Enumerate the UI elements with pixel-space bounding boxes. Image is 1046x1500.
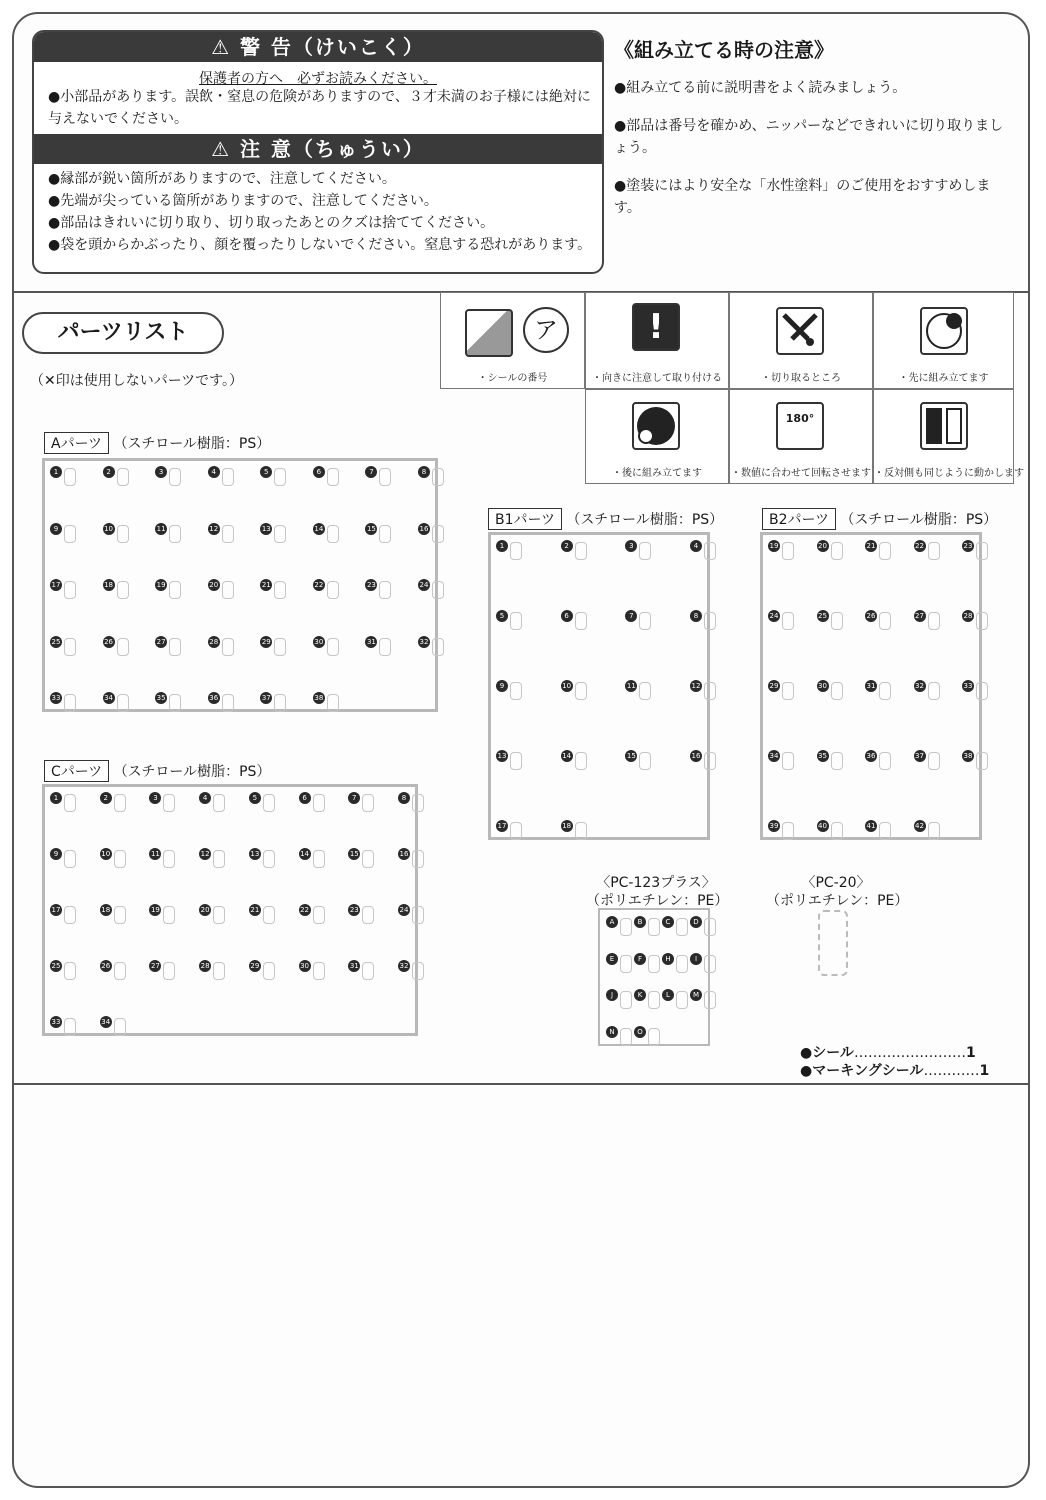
runner-c-part-shape: [313, 962, 325, 980]
runner-c-part-shape: [114, 1018, 126, 1036]
runner-c-part-shape: [313, 906, 325, 924]
runner-b2-part-shape: [782, 612, 794, 630]
runner-c-part-shape: [213, 794, 225, 812]
runner-b2-part-number: 22: [915, 542, 924, 550]
runner-b2-part-number: 27: [915, 612, 924, 620]
runner-a-part-number: 2: [103, 466, 115, 478]
runner-c-part-number: 6: [299, 792, 311, 804]
runner-b2-part-shape: [976, 682, 988, 700]
runner-a-part-number: 32: [419, 637, 429, 646]
runner-c-part-shape: [412, 850, 424, 868]
runner-c-part-number: 8: [398, 792, 410, 804]
runner-c-part-number: 2: [100, 792, 112, 804]
runner-c-part-number: 11: [150, 850, 160, 858]
runner-b1-part-shape: [510, 752, 522, 770]
runner-a-part-shape: [432, 468, 444, 486]
runner-a-part-number: 6: [313, 466, 325, 478]
runner-a-part-number: 30: [314, 637, 324, 646]
runner-b2-part-shape: [928, 682, 940, 700]
runner-b1-part-shape: [510, 612, 522, 630]
runner-c-part-number: 3: [149, 792, 161, 804]
runner-b2-part-shape: [976, 752, 988, 770]
runner-c-part-shape: [263, 850, 275, 868]
runner-b2-part-shape: [831, 682, 843, 700]
pc123-part-shape: [648, 918, 660, 936]
runner-c-part-number: 13: [250, 850, 260, 858]
pc123-part-shape: [648, 955, 660, 973]
runner-a-part-number: 37: [261, 694, 271, 702]
runner-b2-part-shape: [831, 752, 843, 770]
runner-a-part-number: 17: [51, 581, 61, 589]
runner-a-part-number: 23: [366, 581, 376, 589]
runner-c-part-number: 7: [348, 792, 360, 804]
pc123-part-number: E: [606, 953, 618, 965]
section-divider: [14, 1083, 1030, 1085]
runner-b1-part-shape: [575, 612, 587, 630]
runner-b2-part-number: 37: [915, 752, 924, 760]
runner-b1-label: B1パーツ （スチロール樹脂：PS）: [488, 508, 723, 530]
runner-b2-part-number: 24: [769, 612, 779, 620]
runner-c-part-shape: [412, 794, 424, 812]
runner-b1-part-number: 6: [561, 610, 573, 622]
runner-a-part-shape: [274, 694, 286, 712]
runner-b1-part-number: 14: [562, 752, 572, 760]
runner-a-part-shape: [274, 638, 286, 656]
runner-a-part-number: 19: [156, 581, 166, 589]
runner-a-part-number: 1: [50, 466, 62, 478]
runner-c-part-number: 10: [101, 850, 111, 858]
runner-a-part-shape: [327, 581, 339, 599]
runner-a-part-shape: [327, 525, 339, 543]
runner-c-part-number: 14: [300, 850, 310, 858]
runner-c-part-shape: [64, 1018, 76, 1036]
runner-b1-part-number: 18: [562, 822, 572, 830]
runner-c-part-shape: [213, 906, 225, 924]
runner-a-part-shape: [64, 638, 76, 656]
runner-c-part-number: 18: [101, 906, 111, 914]
pc123-part-number: A: [606, 916, 618, 928]
runner-b1-part-number: 11: [626, 682, 636, 690]
assemble-later-icon: [632, 402, 680, 450]
runner-a-part-number: 4: [208, 466, 220, 478]
runner-a-part-number: 25: [51, 637, 61, 646]
runner-b1-part-shape: [704, 682, 716, 700]
runner-c-part-number: 27: [150, 962, 160, 970]
nipper-icon: [776, 307, 824, 355]
runner-c-part-number: 34: [101, 1018, 111, 1026]
runner-a-part-number: 9: [50, 523, 62, 535]
runner-a-part-shape: [169, 694, 181, 712]
caution-item: ●先端が尖っている箇所がありますので、注意してください。: [48, 193, 438, 209]
runner-a-part-shape: [274, 525, 286, 543]
runner-a-part-number: 12: [209, 524, 219, 533]
runner-a-part-shape: [222, 638, 234, 656]
runner-c-part-shape: [362, 794, 374, 812]
runner-b2-part-number: 33: [963, 682, 973, 690]
runner-b1-part-number: 7: [625, 610, 637, 622]
runner-c-part-shape: [64, 962, 76, 980]
runner-c-part-shape: [163, 906, 175, 924]
runner-c-part-number: 19: [150, 906, 160, 914]
runner-b1-part-number: 8: [690, 610, 702, 622]
runner-c-part-number: 9: [50, 848, 62, 860]
runner-b2-part-shape: [879, 542, 891, 560]
pc123-part-shape: [648, 991, 660, 1009]
runner-b1-part-number: 16: [691, 752, 701, 760]
assembly-note: ●組み立てる前に説明書をよく読みましょう。: [614, 80, 907, 96]
runner-b1-part-shape: [704, 612, 716, 630]
runner-c-part-number: 23: [349, 906, 359, 914]
runner-b2-part-shape: [782, 752, 794, 770]
runner-b1-part-number: 9: [496, 680, 508, 692]
runner-a-part-shape: [64, 694, 76, 712]
runner-c-part-shape: [362, 850, 374, 868]
runner-b1-part-shape: [639, 752, 651, 770]
assemble-first-icon: [920, 307, 968, 355]
assembly-notes-heading: 《組み立てる時の注意》: [614, 38, 834, 62]
runner-c-part-number: 21: [250, 906, 260, 914]
legend-rotate: 180° ・数値に合わせて回転させます: [729, 389, 873, 484]
runner-a-part-shape: [274, 581, 286, 599]
runner-b1-part-shape: [575, 682, 587, 700]
runner-a-part-shape: [327, 468, 339, 486]
runner-c-part-shape: [213, 962, 225, 980]
runner-a-part-number: 35: [156, 694, 166, 702]
runner-b1-part-number: 10: [562, 682, 572, 690]
runner-a-part-number: 29: [261, 637, 271, 646]
runner-b1-part-shape: [575, 822, 587, 840]
runner-c-part-number: 1: [50, 792, 62, 804]
runner-b2-part-shape: [831, 822, 843, 840]
runner-a-part-shape: [117, 581, 129, 599]
pc123-part-number: F: [634, 953, 646, 965]
runner-a-part-number: 36: [209, 694, 219, 702]
caution-item: ●縁部が鋭い箇所がありますので、注意してください。: [48, 171, 396, 187]
runner-a-part-number: 26: [104, 637, 114, 646]
runner-b2-part-number: 41: [866, 822, 876, 830]
runner-a-part-number: 8: [418, 466, 430, 478]
caution-item: ●袋を頭からかぶったり、顔を覆ったりしないでください。窒息する恐れがあります。: [48, 237, 592, 253]
runner-c-part-number: 15: [349, 850, 359, 858]
runner-c-part-shape: [64, 906, 76, 924]
runner-c-part-shape: [114, 794, 126, 812]
pc123-part-number: O: [634, 1026, 646, 1038]
runner-c-part-number: 30: [300, 962, 310, 970]
assembly-notes: [614, 34, 1014, 235]
legend-cut: ・切り取るところ: [729, 292, 873, 389]
warning-box: [32, 30, 604, 274]
runner-a-part-shape: [117, 525, 129, 543]
runner-b2-part-number: 39: [769, 822, 779, 830]
runner-c-part-shape: [263, 794, 275, 812]
runner-a-part-number: 20: [209, 581, 219, 589]
runner-b2-part-number: 30: [818, 682, 827, 690]
runner-b2-part-shape: [879, 752, 891, 770]
runner-b2-part-shape: [928, 542, 940, 560]
runner-c-part-shape: [362, 906, 374, 924]
pc123-part-number: J: [606, 989, 618, 1001]
icon-legend: [440, 292, 1024, 484]
marking-sticker-line: ●マーキングシール…………1: [800, 1063, 990, 1079]
runner-a-part-number: 10: [104, 524, 114, 533]
runner-c-part-shape: [163, 962, 175, 980]
runner-a-part-number: 3: [155, 466, 167, 478]
runner-b2-part-shape: [831, 612, 843, 630]
runner-c-part-shape: [114, 962, 126, 980]
runner-b2-part-number: 32: [915, 682, 924, 690]
pc123-part-number: B: [634, 916, 646, 928]
runner-b1-part-shape: [510, 822, 522, 840]
runner-b2-part-number: 19: [769, 542, 779, 550]
runner-a-part-number: 27: [156, 637, 166, 646]
rotate-180-icon: 180°: [776, 402, 824, 450]
runner-b2-part-number: 23: [963, 542, 973, 550]
runner-a-part-shape: [222, 468, 234, 486]
runner-a-part-number: 7: [365, 466, 377, 478]
pc20-label: 〈PC-20〉 （ポリエチレン：PE）: [766, 875, 909, 909]
runner-a-part-shape: [327, 638, 339, 656]
runner-a-part-shape: [222, 525, 234, 543]
runner-b2-part-number: 42: [915, 822, 924, 830]
legend-assemble-later: ・後に組み立てます: [585, 389, 729, 484]
runner-a-part-shape: [169, 468, 181, 486]
runner-b2-part-shape: [879, 682, 891, 700]
runner-c-part-number: 28: [200, 962, 210, 970]
caution-item: ●部品はきれいに切り取り、切り取ったあとのクズは捨ててください。: [48, 215, 495, 231]
runner-a-part-number: 14: [314, 524, 324, 533]
runner-b1-part-shape: [639, 682, 651, 700]
pc123-part-shape: [676, 991, 688, 1009]
runner-b2-part-shape: [782, 822, 794, 840]
runner-c-part-number: 5: [249, 792, 261, 804]
runner-b1-part-number: 3: [625, 540, 637, 552]
runner-c-part-shape: [362, 962, 374, 980]
runner-c-part-number: 4: [199, 792, 211, 804]
sticker-number-icon: [465, 309, 513, 357]
legend-sticker-number: ア ・シールの番号: [440, 292, 585, 389]
runner-b1-part-number: 4: [690, 540, 702, 552]
runner-a-part-number: 16: [419, 524, 429, 533]
runner-a-part-shape: [117, 468, 129, 486]
runner-b1-part-number: 2: [561, 540, 573, 552]
runner-a-part-shape: [432, 581, 444, 599]
runner-a-part-shape: [64, 581, 76, 599]
runner-a-part-shape: [169, 581, 181, 599]
runner-c-part-shape: [114, 850, 126, 868]
runner-b2-part-shape: [879, 822, 891, 840]
parts-list-title: パーツリスト: [22, 312, 224, 354]
pc123-part-number: N: [606, 1026, 618, 1038]
runner-a-part-number: 34: [104, 694, 114, 702]
runner-c-part-shape: [163, 850, 175, 868]
runner-c-part-number: 24: [399, 906, 409, 914]
runner-a-label: Aパーツ （スチロール樹脂：PS）: [44, 432, 270, 454]
runner-b2-part-number: 40: [818, 822, 827, 830]
pc123-part-shape: [620, 955, 632, 973]
pc123-part-number: C: [662, 916, 674, 928]
legend-mirror: ・反対側も同じように動かします: [873, 389, 1014, 484]
pc123-part-number: I: [690, 953, 702, 965]
runner-b2-part-shape: [879, 612, 891, 630]
runner-a-part-shape: [117, 694, 129, 712]
runner-a-part-number: 28: [209, 637, 219, 646]
runner-b2-part-number: 38: [963, 752, 973, 760]
pc123-part-shape: [704, 991, 716, 1009]
runner-b2-part-number: 34: [769, 752, 779, 760]
runner-b2-part-number: 25: [818, 612, 827, 620]
runner-a-part-shape: [432, 638, 444, 656]
runner-b1-part-shape: [510, 682, 522, 700]
runner-a-part-shape: [169, 638, 181, 656]
assembly-note: ●塗装にはより安全な「水性塗料」のご使用をおすすめします。: [614, 178, 991, 216]
sticker-line: ●シール……………………1: [800, 1045, 976, 1061]
runner-a-part-shape: [379, 638, 391, 656]
runner-b2-part-number: 21: [866, 542, 876, 550]
runner-c-part-number: 29: [250, 962, 260, 970]
warning-subtitle: 保護者の方へ 必ずお読みください。: [199, 71, 437, 87]
runner-c-part-number: 17: [51, 906, 61, 914]
runner-c-part-shape: [114, 906, 126, 924]
runner-b2-part-number: 35: [818, 752, 827, 760]
sticker-letter-icon: ア: [523, 307, 569, 353]
runner-b2-part-shape: [782, 682, 794, 700]
runner-b1-part-number: 13: [497, 752, 507, 760]
runner-a-part-number: 31: [366, 637, 376, 646]
runner-c-part-number: 25: [51, 962, 61, 970]
runner-a-part-shape: [222, 694, 234, 712]
pc123-label: 〈PC-123プラス〉 （ポリエチレン：PE）: [586, 875, 729, 909]
runner-a-part-number: 21: [261, 581, 271, 589]
exclamation-icon: !: [632, 303, 680, 351]
runner-a-part-number: 15: [366, 524, 376, 533]
runner-b1-part-shape: [639, 612, 651, 630]
runner-a-part-number: 33: [51, 694, 61, 702]
pc123-part-shape: [620, 991, 632, 1009]
runner-c-part-shape: [213, 850, 225, 868]
pc123-part-shape: [676, 918, 688, 936]
runner-b2-part-number: 26: [866, 612, 876, 620]
runner-b1-part-shape: [639, 542, 651, 560]
assembly-note: ●部品は番号を確かめ、ニッパーなどできれいに切り取りましょう。: [614, 118, 1004, 156]
runner-b2-part-shape: [976, 542, 988, 560]
runner-b2-part-number: 29: [769, 682, 779, 690]
runner-b2-part-shape: [928, 612, 940, 630]
runner-a-part-number: 24: [419, 581, 429, 589]
legend-caution: ! ・向きに注意して取り付ける: [585, 292, 729, 389]
runner-c-label: Cパーツ （スチロール樹脂：PS）: [44, 760, 270, 782]
pc123-part-shape: [620, 1028, 632, 1046]
runner-a-part-shape: [222, 581, 234, 599]
pc123-part-shape: [704, 918, 716, 936]
runner-a-part-number: 18: [104, 581, 114, 589]
runner-b1-part-shape: [704, 542, 716, 560]
runner-c-part-shape: [313, 850, 325, 868]
runner-b2-part-number: 28: [963, 612, 973, 620]
runner-c-part-shape: [263, 906, 275, 924]
runner-b2-part-number: 31: [866, 682, 876, 690]
runner-a-part-shape: [117, 638, 129, 656]
pc123-part-number: H: [662, 953, 674, 965]
pc123-part-shape: [620, 918, 632, 936]
runner-b1-part-number: 17: [497, 822, 507, 830]
runner-a-part-shape: [169, 525, 181, 543]
pc123-part-number: K: [634, 989, 646, 1001]
pc123-part-number: M: [690, 989, 702, 1001]
runner-c-part-number: 31: [349, 962, 359, 970]
runner-c-part-shape: [412, 906, 424, 924]
pc123-part-number: D: [690, 916, 702, 928]
runner-c-part-shape: [412, 962, 424, 980]
mirror-icon: [920, 402, 968, 450]
runner-b2-part-shape: [928, 822, 940, 840]
runner-a-part-shape: [274, 468, 286, 486]
runner-b1-part-shape: [510, 542, 522, 560]
runner-c-part-number: 26: [101, 962, 111, 970]
runner-a-part-shape: [432, 525, 444, 543]
runner-b2-part-shape: [831, 542, 843, 560]
runner-b2-part-shape: [782, 542, 794, 560]
runner-a-part-shape: [379, 468, 391, 486]
runner-c-part-shape: [64, 850, 76, 868]
pc123-part-shape: [676, 955, 688, 973]
pc123-part-number: L: [662, 989, 674, 1001]
runner-a-part-shape: [379, 525, 391, 543]
runner-c-part-shape: [64, 794, 76, 812]
runner-a-part-shape: [64, 525, 76, 543]
pc20-part: [818, 910, 848, 976]
legend-assemble-first: ・先に組み立てます: [873, 292, 1014, 389]
runner-b2-part-shape: [976, 612, 988, 630]
runner-a-part-shape: [379, 581, 391, 599]
runner-c-part-number: 33: [51, 1018, 61, 1026]
runner-b1-part-shape: [575, 752, 587, 770]
parts-list-note: （✕印は使用しないパーツです。）: [30, 373, 244, 389]
runner-b1-part-number: 15: [626, 752, 636, 760]
runner-c-part-number: 32: [399, 962, 409, 970]
warning-item: ●小部品があります。誤飲・窒息の危険がありますので、３才未満のお子様には絶対に与えないでください。: [48, 89, 591, 127]
caution-title: ⚠ 注 意（ちゅうい）: [34, 134, 602, 164]
runner-c-part-shape: [163, 794, 175, 812]
runner-c-part-number: 16: [399, 850, 409, 858]
runner-c-part-shape: [313, 794, 325, 812]
runner-b2-label: B2パーツ （スチロール樹脂：PS）: [762, 508, 997, 530]
runner-b2-part-number: 36: [866, 752, 876, 760]
runner-b1-part-number: 5: [496, 610, 508, 622]
runner-c-part-shape: [263, 962, 275, 980]
runner-b2-part-shape: [928, 752, 940, 770]
runner-a-part-number: 38: [314, 694, 324, 702]
runner-c-part-number: 20: [200, 906, 210, 914]
pc123-part-shape: [648, 1028, 660, 1046]
runner-b1-part-number: 1: [496, 540, 508, 552]
warning-title: ⚠ 警 告（けいこく）: [34, 32, 602, 62]
runner-b1-part-number: 12: [691, 682, 701, 690]
runner-a-part-number: 13: [261, 524, 271, 533]
runner-c-part-number: 12: [200, 850, 210, 858]
runner-a-part-shape: [327, 694, 339, 712]
runner-a-part-number: 11: [156, 524, 166, 533]
runner-c-part-number: 22: [300, 906, 310, 914]
runner-b1-part-shape: [704, 752, 716, 770]
runner-b1-part-shape: [575, 542, 587, 560]
runner-b2-part-number: 20: [818, 542, 827, 550]
runner-a-part-number: 22: [314, 581, 324, 589]
pc123-part-shape: [704, 955, 716, 973]
runner-a-part-shape: [64, 468, 76, 486]
runner-a-part-number: 5: [260, 466, 272, 478]
